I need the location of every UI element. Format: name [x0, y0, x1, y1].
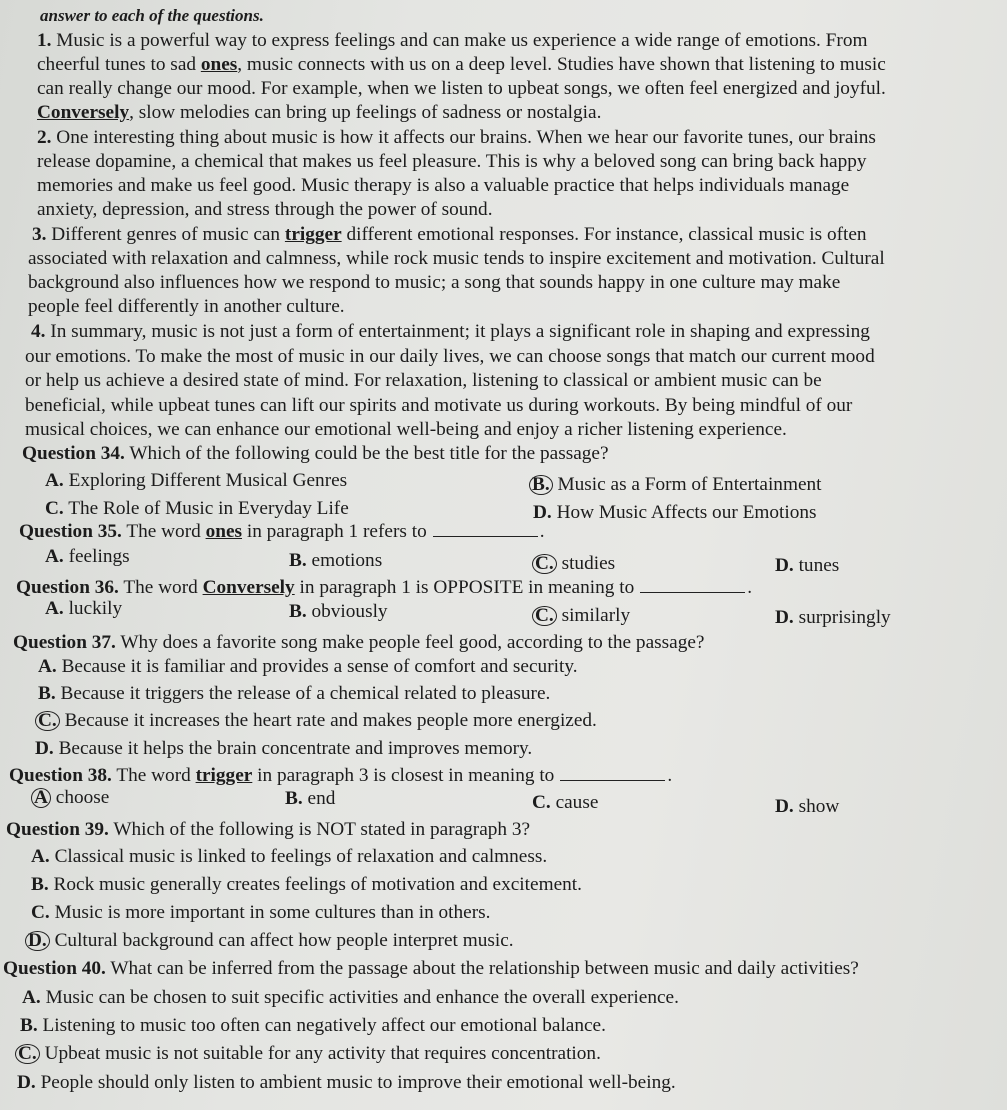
option-35-c: C. studies	[535, 552, 615, 576]
answer-circle: B.	[529, 475, 553, 495]
paragraph-3-line-1: 3. Different genres of music can trigger different emotional responses. For instance, classical music is often	[32, 224, 867, 245]
question-label: Question 39.	[6, 819, 109, 840]
option-40-b: B. Listening to music too often can negatively affect our emotional balance.	[20, 1015, 606, 1036]
option-35-b: B. emotions	[289, 550, 383, 571]
answer-circle: C.	[532, 554, 557, 574]
option-36-a: A. luckily	[45, 598, 123, 619]
answer-circle: C.	[532, 606, 557, 626]
question-label: Question 37.	[13, 632, 116, 653]
question-label: Question 35.	[19, 521, 122, 542]
question-label: Question 36.	[16, 577, 119, 598]
option-34-d: D. How Music Affects our Emotions	[533, 502, 817, 523]
question-label: Question 40.	[3, 958, 106, 979]
paragraph-2-line-2: release dopamine, a chemical that makes us feel pleasure. This is why a beloved song can bring back happy	[37, 151, 867, 172]
answer-circle: C.	[35, 711, 60, 731]
paragraph-number: 2.	[37, 127, 52, 148]
paragraph-1-line-3: can really change our mood. For example, when we listen to upbeat songs, we often feel energized and joyful.	[37, 78, 886, 99]
underlined-word-ones: ones	[200, 54, 238, 75]
paragraph-1-line-1: 1. Music is a powerful way to express feelings and can make us experience a wide range of emotions. From	[37, 30, 868, 51]
option-39-b: B. Rock music generally creates feelings of motivation and excitement.	[31, 874, 582, 895]
option-39-d: D. Cultural background can affect how people interpret music.	[28, 929, 514, 953]
paragraph-3-line-2: associated with relaxation and calmness, while rock music tends to inspire excitement and motivation. Cultural	[28, 248, 885, 269]
answer-circle: C.	[15, 1044, 40, 1064]
paragraph-1-line-2: cheerful tunes to sad ones, music connects with us on a deep level. Studies have shown that listening to music	[37, 54, 886, 75]
underlined-word-conversely: Conversely	[37, 102, 130, 123]
paragraph-3-line-3: background also influences how we respond to music; a song that sounds happy in one culture may make	[28, 272, 841, 293]
paragraph-number: 3.	[32, 224, 47, 245]
paragraph-1-line-4: Conversely, slow melodies can bring up feelings of sadness or nostalgia.	[37, 102, 602, 123]
paragraph-4-line-5: musical choices, we can enhance our emotional well-being and enjoy a richer listening experience.	[25, 419, 787, 440]
question-37: Question 37. Why does a favorite song make people feel good, according to the passage?	[13, 632, 705, 653]
option-36-b: B. obviously	[289, 601, 388, 622]
question-label: Question 38.	[9, 765, 112, 786]
paragraph-3-line-4: people feel differently in another culture.	[28, 296, 345, 317]
instruction-text: answer to each of the questions.	[40, 6, 264, 25]
option-39-c: C. Music is more important in some cultures than in others.	[31, 902, 491, 923]
question-40: Question 40. What can be inferred from the passage about the relationship between music and daily activities?	[3, 958, 859, 979]
paragraph-4-line-1: 4. In summary, music is not just a form of entertainment; it plays a significant role in shaping and expressing	[31, 321, 870, 342]
option-37-c: C. Because it increases the heart rate and makes people more energized.	[38, 709, 597, 733]
paragraph-4-line-3: or help us achieve a desired state of mind. For relaxation, listening to classical or ambient music can be	[25, 370, 822, 391]
option-34-c: C. The Role of Music in Everyday Life	[45, 498, 349, 519]
question-35: Question 35. The word ones in paragraph 1 refers to .	[19, 521, 545, 542]
question-34: Question 34. Which of the following could be the best title for the passage?	[22, 443, 609, 464]
option-38-d: D. show	[775, 796, 840, 817]
answer-blank	[560, 766, 665, 781]
option-35-d: D. tunes	[775, 555, 840, 576]
option-35-a: A. feelings	[45, 546, 130, 567]
paragraph-number: 4.	[31, 321, 46, 342]
answer-blank	[433, 522, 538, 537]
option-37-b: B. Because it triggers the release of a chemical related to pleasure.	[38, 683, 551, 704]
option-36-d: D. surprisingly	[775, 607, 891, 628]
question-38: Question 38. The word trigger in paragraph 3 is closest in meaning to .	[9, 765, 673, 786]
option-40-c: C. Upbeat music is not suitable for any activity that requires concentration.	[18, 1042, 601, 1066]
option-37-a: A. Because it is familiar and provides a sense of comfort and security.	[38, 656, 578, 677]
paragraph-4-line-4: beneficial, while upbeat tunes can lift our spirits and motivate us during workouts. By being mindful of our	[25, 395, 853, 416]
answer-circle: D.	[25, 931, 50, 951]
answer-blank	[640, 578, 745, 593]
question-36: Question 36. The word Conversely in paragraph 1 is OPPOSITE in meaning to .	[16, 577, 753, 598]
option-38-a: A choose	[34, 786, 109, 810]
option-36-c: C. similarly	[535, 604, 630, 628]
option-39-a: A. Classical music is linked to feelings of relaxation and calmness.	[31, 846, 548, 867]
question-label: Question 34.	[22, 443, 125, 464]
option-40-d: D. People should only listen to ambient music to improve their emotional well-being.	[17, 1072, 676, 1093]
paragraph-2-line-4: anxiety, depression, and stress through the power of sound.	[37, 199, 493, 220]
option-37-d: D. Because it helps the brain concentrate and improves memory.	[35, 738, 533, 759]
paragraph-number: 1.	[37, 30, 52, 51]
paragraph-4-line-2: our emotions. To make the most of music in our daily lives, we can choose songs that match our current mood	[25, 346, 875, 367]
paragraph-2-line-1: 2. One interesting thing about music is how it affects our brains. When we hear our favorite tunes, our brains	[37, 127, 876, 148]
option-34-b: B. Music as a Form of Entertainment	[532, 473, 822, 497]
paragraph-2-line-3: memories and make us feel good. Music therapy is also a valuable practice that helps individuals manage	[37, 175, 850, 196]
option-38-c: C. cause	[532, 792, 599, 813]
question-39: Question 39. Which of the following is NOT stated in paragraph 3?	[6, 819, 531, 840]
option-34-a: A. Exploring Different Musical Genres	[45, 470, 348, 491]
option-38-b: B. end	[285, 788, 336, 809]
answer-circle: A	[31, 788, 51, 808]
underlined-word-trigger: trigger	[284, 224, 342, 245]
option-40-a: A. Music can be chosen to suit specific activities and enhance the overall experience.	[22, 987, 679, 1008]
